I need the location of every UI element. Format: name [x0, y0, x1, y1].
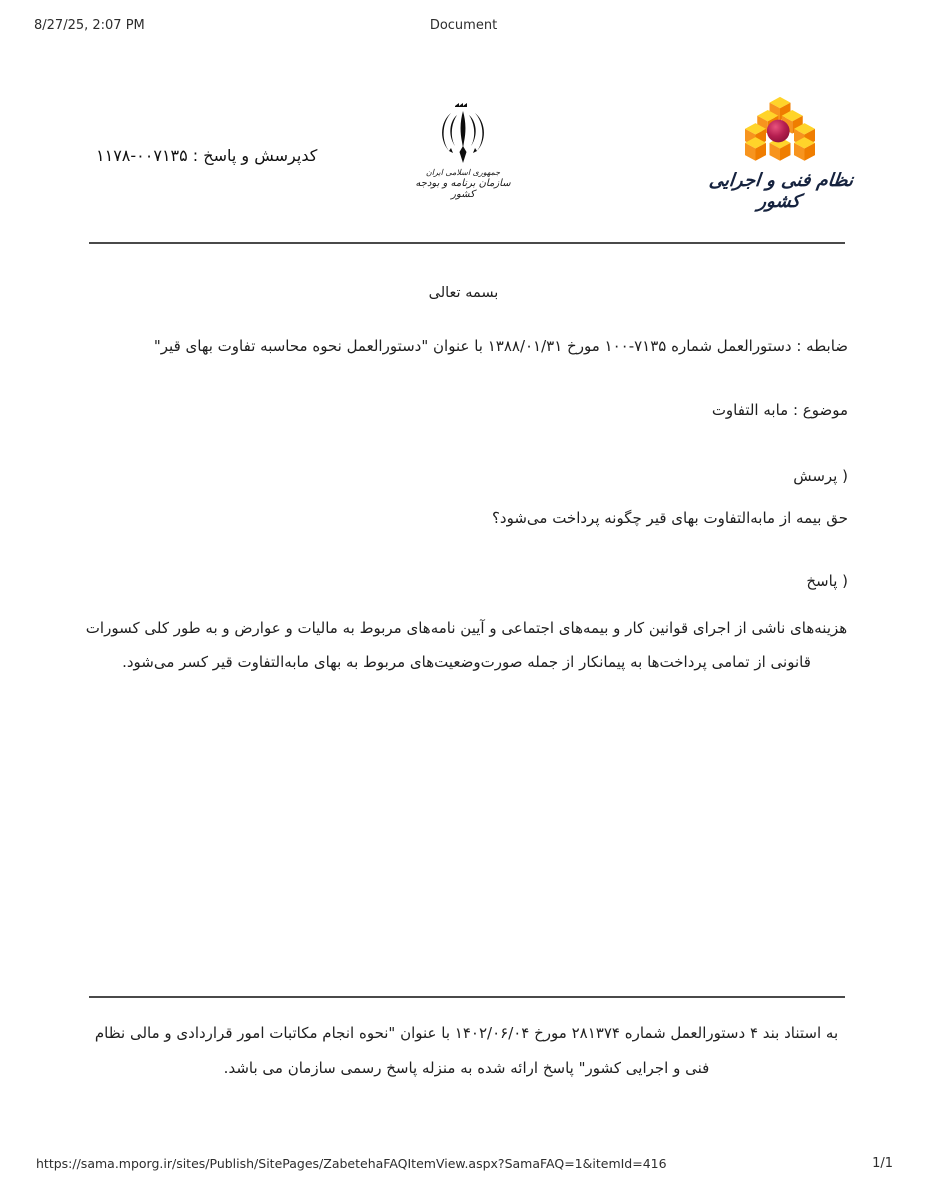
emblem-caption-line1: جمهوری اسلامی ایران	[425, 168, 501, 177]
print-title: Document	[429, 18, 498, 33]
subject-line: موضوع : مابه التفاوت	[711, 401, 848, 419]
cubes-triangle-logo-icon	[698, 96, 862, 166]
official-footnote: به استناد بند ۴ دستورالعمل شماره ۲۸۱۳۷۴ مورخ ۱۴۰۲/۰۶/۰۴ با عنوان "نحوه انجام مکاتبات امور قراردادی و مالی نظام فنی و اجرایی کشور" پاسخ ارائه شده به منزله پاسخ رسمی سازمان می باشد.	[94, 1024, 839, 1077]
question-text: حق بیمه از مابه‌التفاوت بهای قیر چگونه پرداخت می‌شود؟	[491, 509, 848, 527]
besmeleh-heading: بسمه تعالی	[428, 285, 499, 301]
iran-national-emblem-icon	[404, 102, 522, 166]
header-divider	[89, 242, 845, 244]
page-indicator: 1/1	[872, 1156, 893, 1171]
question-label: پرسش )	[793, 467, 848, 485]
answer-text: هزینه‌های ناشی از اجرای قوانین کار و بیمه‌های اجتماعی و آیین نامه‌های مربوط به مالیات و عوارض و به طور کلی کسورات قانونی از تمامی پرداخت‌ها به پیمانکار از جمله صورت‌وضعیت‌های مربوط به بهای مابه‌التفاوت قیر کسر می‌شود.	[85, 619, 848, 671]
source-url: https://sama.mporg.ir/sites/Publish/SitePages/ZabetehaFAQItemView.aspx?SamaFAQ=1&itemId=416	[36, 1156, 667, 1171]
print-timestamp: 8/27/25, 2:07 PM	[34, 18, 145, 33]
emblem-block	[404, 102, 522, 200]
answer-label: پاسخ )	[806, 572, 848, 590]
org-logo-block	[698, 96, 862, 212]
emblem-caption-line2: سازمان برنامه و بودجه کشور	[415, 178, 511, 200]
question-answer-code: کدپرسش و پاسخ : ۰۰۷۱۳۵-۱۱۷۸	[96, 146, 318, 165]
regulation-reference-line: ضابطه : دستورالعمل شماره ۷۱۳۵-۱۰۰ مورخ ۱۳۸۸/۰۱/۳۱ با عنوان "دستورالعمل نحوه محاسبه تفاوت بهای قیر"	[153, 337, 848, 355]
footer-divider	[89, 996, 845, 998]
org-logo-caption: نظام فنی و اجرایی کشور	[707, 170, 855, 212]
